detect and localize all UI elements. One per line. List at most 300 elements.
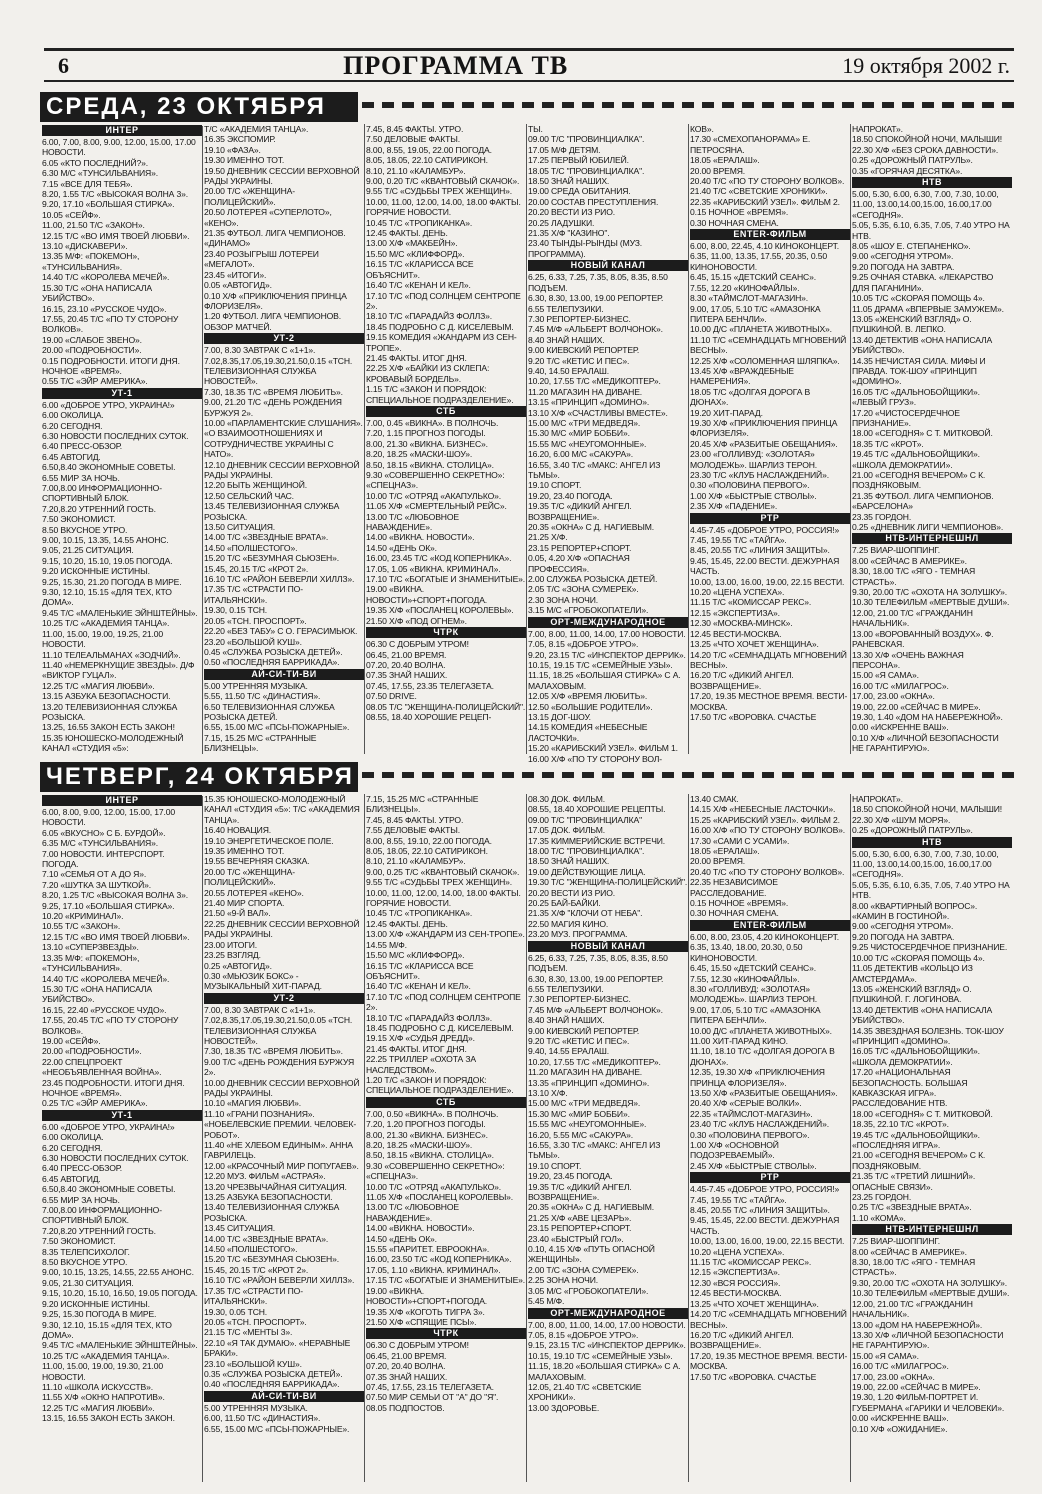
program-line: 2.00 Т/С «ЗОНА СУМЕРЕК». (528, 1264, 639, 1275)
program-line: 21.50 Х/Ф «ПОД ОГНЕМ». (366, 615, 467, 626)
program-line: 9.30, 20.00 Т/С «ОХОТА НА ЗОЛУШКУ». (852, 587, 1007, 598)
program-line: 12.50 «БОЛЬШИЕ РОДИТЕЛИ». (528, 701, 653, 712)
program-line: 7.00, 0.45 «ВИКНА». В ПОЛНОЧЬ. (366, 417, 499, 428)
program-line: 07.35 ЗНАЙ НАШИХ. (366, 670, 448, 681)
program-line: 9.20 ИСКОННЫЕ ИСТИНЫ. (42, 566, 150, 577)
program-line: 2.05 Т/С «ЗОНА СУМЕРЕК». (528, 584, 639, 595)
program-line: 9.45, 15.45, 22.00 ВЕСТИ. ДЕЖУРНАЯ ЧАСТЬ. (690, 555, 840, 577)
program-line: 19.10 СПОРТ. (528, 480, 582, 491)
program-line: 6.00 «ДОБРОЕ УТРО, УКРАИНА!» (42, 399, 175, 410)
program-line: 10.25 Т/С «АКАДЕМИЯ ТАНЦА». (42, 1350, 170, 1361)
program-line: 16.05 Т/С «ДАЛЬНОБОЙЩИКИ». «ЛЕВЫЙ ГРУЗ». (852, 386, 980, 408)
program-line: 2.35 Х/Ф «ПАДЕНИЕ». (690, 501, 778, 512)
program-line: 8.45, 20.55 Т/С «ЛИНИЯ ЗАЩИТЫ». (690, 545, 830, 556)
program-line: 19.30, 0.15 ТСН. (204, 605, 268, 616)
program-line: 15.45, 20.15 Т/С «КРОТ 2». (204, 563, 309, 574)
program-line: 16.00, 23.50 Т/С «КОД КОПЕРНИКА». (366, 1254, 512, 1265)
program-line: 16.15, 22.40 «РУССКОЕ ЧУДО». (42, 1004, 167, 1015)
program-line: 10.30 ТЕЛЕФИЛЬМ «МЕРТВЫЕ ДУШИ». (852, 1288, 1010, 1299)
program-line: 18.45 ПОДРОБНО С Д. КИСЕЛЕВЫМ. (366, 1022, 514, 1033)
program-line: 7.50 ДЕЛОВЫЕ ФАКТЫ. (366, 134, 460, 145)
program-line: 6.00 ОКОЛИЦА. (42, 410, 104, 421)
program-line: 7.00, 0.50 «ВИКНА». В ПОЛНОЧЬ. (366, 1108, 499, 1119)
program-line: 18.45 ПОДРОБНО С Д. КИСЕЛЕВЫМ. (366, 321, 514, 332)
program-line: 17.35 Т/С «СТРАСТИ ПО-ИТАЛЬЯНСКИ». (204, 584, 303, 605)
program-line: 16.20 Т/С «ДИКИЙ АНГЕЛ. ВОЗВРАЩЕНИЕ». (690, 1329, 794, 1351)
program-line: 7.25 ВИАР-ШОППИНГ. (852, 545, 940, 556)
program-line: 16.00 Т/С «МИЛАГРОС». (852, 680, 949, 691)
program-line: 7.20,8.20 УТРЕННИЙ ГОСТЬ. (42, 1225, 156, 1236)
program-line: 16.20, 6.00 М/С «САКУРА». (528, 449, 633, 460)
program-line: 8.50, 18.15 «ВИКНА. СТОЛИЦА». (366, 459, 494, 470)
program-line: 18.05 Т/С "ПРОВИНЦИАЛКА". (528, 165, 645, 176)
program-line: 20.40 Т/С «ПО ТУ СТОРОНУ ВОЛКОВ». (690, 176, 845, 187)
program-line: 19.55 ВЕЧЕРНЯЯ СКАЗКА. (204, 856, 310, 867)
program-line: 9.30, 12.10, 15.15 «ДЛЯ ТЕХ, КТО ДОМА». (42, 587, 172, 608)
program-line: 22.30 Х/Ф «ШУМ МОРЯ». (852, 814, 951, 825)
schedule-column (528, 794, 688, 1482)
column-divider (202, 796, 203, 1482)
program-line: 08.05 ПОДПОСТОВ. (366, 1402, 445, 1413)
channel-header: УТ-2 (204, 333, 364, 344)
program-line: 23.45 ПОДРОБНОСТИ. ИТОГИ ДНЯ. НОЧНОЕ «ВРЕМЯ». (42, 1077, 185, 1098)
program-line: 0.15 НОЧНОЕ «ВРЕМЯ». (690, 207, 789, 218)
program-line: 0.30 «ПОЛОВИНА ПЕРВОГО». (690, 480, 810, 491)
program-line: 7.25 ВИАР-ШОППИНГ. (852, 1236, 940, 1247)
program-line: 0.10 Х/Ф «ЛИЧНОЙ БЕЗОПАСНОСТИ НЕ ГАРАНТИРУЮ». (852, 732, 999, 754)
program-line: 23.00 ИТОГИ. (204, 939, 258, 950)
program-line: 14.35 ЗВЕЗДНАЯ БОЛЕЗНЬ. ТОК-ШОУ «ПРИНЦИП «ДОМИНО». (852, 1025, 1004, 1046)
program-line: 20.05 «ТСН. ПРОСПОРТ». (204, 615, 307, 626)
program-line: 8.00, 8.55, 19.10, 22.00 ПОГОДА. (366, 835, 492, 846)
program-line: 22.10 «Я ТАК ДУМАЮ». «НЕРАВНЫЕ БРАКИ». (204, 1337, 351, 1359)
channel-header: НОВЫЙ КАНАЛ (528, 941, 688, 952)
channel-header: ENTER-ФИЛЬМ (690, 229, 850, 240)
program-line: 10.05 «СЕЙФ». (42, 209, 101, 220)
program-line: 0.30 «МЬЮЗИК БОКС» - МУЗЫКАЛЬНЫЙ ХИТ-ПАРАД. (204, 970, 322, 992)
program-line: 6.30 М/С «ТУНСИЛЬВАНИЯ». (42, 168, 158, 179)
program-line: 10.20 «ЦЕНА УСПЕХА». (690, 587, 785, 598)
program-line: 17.50 Т/С «ВОРОВКА. СЧАСТЬЕ (690, 1371, 817, 1382)
program-line: 19.00 «СЕЙФ». (42, 1035, 101, 1046)
channel-header: НТВ-ИНТЕРНЕШНЛ (852, 1224, 1012, 1235)
program-line: 10.20 «ЦЕНА УСПЕХА». (690, 1246, 785, 1257)
program-line: 21.25 Х/Ф «АВЕ ЦЕЗАРЬ». (528, 1212, 632, 1223)
program-line: 0.25 Т/С «ЗВЕЗДНЫЕ ВРАТА». (852, 1202, 972, 1213)
program-line: 9.25, 15.30, 21.20 ПОГОДА В МИРЕ. (42, 576, 182, 587)
program-line: 13.25 «ЧТО ХОЧЕТ ЖЕНЩИНА». (690, 1298, 819, 1309)
program-line: 18.00 Т/С "ПРОВИНЦИАЛКА". (528, 846, 645, 857)
program-line: 14.00 «ВИКНА. НОВОСТИ». (366, 532, 475, 543)
program-line: 9.00, 0.25 Т/С «КВАНТОВЫЙ СКАЧОК». (366, 866, 520, 877)
program-line: 7.45, 19.55 Т/С «ТАЙГА». (690, 535, 787, 546)
program-line: 0.15 ПОДРОБНОСТИ. ИТОГИ ДНЯ. НОЧНОЕ «ВРЕМЯ». (42, 355, 180, 376)
program-line: 15.55 «ПАРИТЕТ. ЕВРООКНА». (366, 1244, 490, 1255)
program-line: 21.35 ФУТБОЛ. ЛИГА ЧЕМПИОНОВ. «ДИНАМО» (204, 228, 346, 249)
program-line: 23.45 «ИТОГИ». (204, 269, 267, 280)
program-line: 10.00 Т/С «ОТРЯД «АКАПУЛЬКО». (366, 1181, 501, 1192)
program-line: 12.15 Т/С «ВО ИМЯ ТВОЕЙ ЛЮБВИ». (42, 230, 190, 241)
column-divider (364, 124, 365, 754)
program-line: 13.30 Х/Ф «ЛИЧНОЙ БЕЗОПАСНОСТИ НЕ ГАРАНТИРУЮ». (852, 1329, 1004, 1351)
program-line: 7.45, 8.45 ФАКТЫ. УТРО. (366, 814, 464, 825)
program-line: 19.35 Т/С «ДИКИЙ АНГЕЛ. ВОЗВРАЩЕНИЕ». (528, 1181, 632, 1203)
schedule-column (528, 124, 688, 764)
program-line: 16.15 Т/С «КЛАРИССА ВСЕ ОБЪЯСНИТ». (366, 259, 474, 280)
program-line: 6.35, 11.00, 13.35, 17.55, 20.35, 0.50 КИНОНОВОСТИ. (690, 251, 828, 272)
program-line: 19.45 Т/С «ДАЛЬНОБОЙЩИКИ». «ПОСЛЕДНЯЯ ИГРА». (852, 1129, 980, 1150)
program-line: 21.40 Т/С «СВЕТСКИЕ ХРОНИКИ». (690, 186, 828, 197)
channel-header: УТ-1 (42, 388, 202, 399)
program-line: 12.25 Х/Ф «СОЛОМЕННАЯ ШЛЯПКА». (690, 355, 840, 366)
program-line: 23.40 Т/С «КЛУБ НАСЛАЖДЕНИЙ». (690, 1119, 829, 1130)
program-line: 11.00, 15.00, 19.00, 19.25, 21.00 НОВОСТИ. (42, 628, 164, 650)
program-line: 20.20 ВЕСТИ ИЗ РИО. (528, 207, 615, 218)
program-line: 13.00 ЗДОРОВЬЕ. (528, 1402, 600, 1413)
program-line: 19.20, 23.45 ПОГОДА. (528, 1171, 613, 1182)
program-line: 17.10 Т/С «ПОД СОЛНЦЕМ СЕНТРОПЕ 2». (366, 991, 521, 1013)
day-title-wednesday: СРЕДА, 23 ОКТЯБРЯ (40, 92, 358, 122)
program-line: 13.40 ТЕЛЕВИЗИОННАЯ СЛУЖБА РОЗЫСКА. (204, 1202, 340, 1223)
program-line: 6.00, 8.00, 22.45, 4.10 КИНОКОНЦЕРТ. (690, 241, 839, 252)
program-line: 7.20, 1.20 ПРОГНОЗ ПОГОДЫ. (366, 1119, 486, 1130)
program-line: 7.02,8.35,17.05,19.30,21.50,0.05 «ТСН. ТЕЛЕВИЗИОННАЯ СЛУЖБА НОВОСТЕЙ». (204, 1015, 353, 1046)
program-line: 13.35 М/Ф: «ПОКЕМОН», «ТУНСИЛЬВАНИЯ». (42, 251, 140, 272)
program-line: 13.15 АЗБУКА БЕЗОПАСНОСТИ. (42, 691, 171, 702)
program-line: 7.55 ДЕЛОВЫЕ ФАКТЫ. (366, 825, 460, 836)
program-line: 10.20 «КРИМИНАЛ». (42, 911, 124, 922)
program-line: 16.40 НОВАЦИЯ. (204, 825, 271, 836)
program-line: 3.15 М/С «ГРОБОКОПАТЕЛИ». (528, 605, 649, 616)
issue-date: 19 октября 2002 г. (842, 52, 1010, 78)
program-line: 9.15, 10.20, 15.10, 16.50, 19.05 ПОГОДА. (42, 1288, 198, 1299)
program-line: 10.00, 13.00, 16.00, 19.00, 22.15 ВЕСТИ. (690, 1236, 845, 1247)
program-line: 20.35 «ОКНА» С Д. НАГИЕВЫМ. (528, 1202, 654, 1213)
program-line: 7.00, 8.00, 11.00, 14.00, 17.00 НОВОСТИ. (528, 1319, 686, 1330)
program-line: 15.00 «Я САМА». (852, 1350, 919, 1361)
program-line: 7.20,8.20 УТРЕННИЙ ГОСТЬ. (42, 503, 156, 514)
program-line: 19.15 Х/Ф «СУДЬЯ ДРЕДД». (366, 1033, 475, 1044)
program-line: 8.20, 18.25 «МАСКИ-ШОУ». (366, 1140, 473, 1150)
program-line: 07.45, 17.55, 23.35 ТЕЛЕГАЗЕТА. (366, 680, 494, 691)
program-line: 11.15 Т/С «КОМИССАР РЕКС». (690, 597, 812, 608)
schedule-column (42, 794, 202, 1482)
program-line: 23.40 ТЫНДЫ-РЫНДЫ (МУЗ. ПРОГРАММА). (528, 238, 643, 259)
program-line: 18.05 Т/С «ДОЛГАЯ ДОРОГА В ДЮНАХ». (690, 386, 811, 408)
program-line: 12.05, 21.40 Т/С «СВЕТСКИЕ ХРОНИКИ». (528, 1381, 642, 1403)
program-line: 10.45 Т/С «ТРОПИКАНКА». (366, 217, 473, 228)
program-line: 8.20, 1.25 Т/С «ВЫСОКАЯ ВОЛНА 3». (42, 890, 188, 901)
program-line: 12.45 ФАКТЫ. ДЕНЬ. (366, 918, 448, 929)
program-line: 9.20 ИСКОННЫЕ ИСТИНЫ. (42, 1298, 150, 1309)
program-line: 17.25 ПЕРВЫЙ ЮБИЛЕЙ. (528, 155, 629, 166)
program-line: 15.30 М/С «МИР БОББИ». (528, 428, 630, 439)
program-line: 22.00 СПЕЦПРОЕКТ «НЕОБЪЯВЛЕННАЯ ВОЙНА». (42, 1056, 162, 1078)
schedule-column (852, 124, 1012, 754)
program-line: 8.00, 8.55, 19.05, 22.00 ПОГОДА. (366, 144, 492, 155)
program-line: 13.00 «ВОРОВАННЫЙ ВОЗДУХ». Ф. РАНЕВСКАЯ. (852, 628, 994, 650)
program-line: 18.10 Т/С «ПАРАДАЙЗ ФОЛЛЗ». (366, 311, 493, 322)
program-line: 7.00,8.00 ИНФОРМАЦИОННО-СПОРТИВНЫЙ БЛОК. (42, 1205, 162, 1226)
program-line: 6.55 ТЕЛЕПУЗИКИ. (528, 983, 604, 994)
program-line: 23.15 РЕПОРТЕР+СПОРТ. (528, 542, 632, 553)
program-line: 2.45 Х/Ф «БЫСТРЫЕ СТВОЛЫ». (690, 1160, 817, 1171)
program-line: 9.45 Т/С «МАЛЕНЬКИЕ ЭЙНШТЕЙНЫ». (42, 1340, 198, 1351)
program-line: 7.55, 12.30 «КИНОФАЙЛЫ». (690, 973, 800, 984)
program-line: 0.50 «ПОСЛЕДНЯЯ БАРРИКАДА». (204, 657, 340, 668)
program-line: 5.00 УТРЕННЯЯ МУЗЫКА. (204, 1402, 308, 1413)
column-divider (850, 794, 851, 1482)
program-line: 0.05 «АВТОГИД». (204, 280, 272, 291)
program-line: 13.15 «ПРИНЦИП «ДОМИНО». (528, 397, 650, 408)
program-line: 5.05, 5.35, 6.10, 6.35, 7.05, 7.40 УТРО НА НТВ. (852, 879, 1010, 901)
program-line: 13.00 Т/С «ЛЮБОВНОЕ НАВАЖДЕНИЕ». (366, 511, 459, 533)
program-line: 14.40 Т/С «КОРОЛЕВА МЕЧЕЙ». (42, 973, 170, 984)
program-line: 17.10 Т/С «ПОД СОЛНЦЕМ СЕНТРОПЕ 2». (366, 290, 521, 311)
program-line: 9.00, 17.05, 5.10 Т/С «АМАЗОНКА ПИТЕРА БЕНЧЛИ». (690, 1004, 821, 1026)
program-line: КОВ». (690, 124, 714, 134)
program-line: 6.50 ТЕЛЕВИЗИОННАЯ СЛУЖБА РОЗЫСКА ДЕТЕЙ. (204, 701, 335, 722)
program-line: 6.55, 15.00 М/С «ПСЫ-ПОЖАРНЫЕ». (204, 722, 350, 733)
program-line: 14.15 Х/Ф «НЕБЕСНЫЕ ЛАСТОЧКИ». (690, 804, 836, 815)
program-line: 12.10 ДНЕВНИК СЕССИИ ВЕРХОВНОЙ РАДЫ УКРАИНЫ. (204, 459, 360, 480)
program-line: 3.05 М/С «ГРОБОКОПАТЕЛИ». (528, 1285, 649, 1296)
program-line: 12.00 «КРАСОЧНЫЙ МИР ПОПУГАЕВ». (204, 1160, 359, 1171)
program-line: 9.25, 17.10 «БОЛЬШАЯ СТИРКА». (42, 900, 175, 911)
program-line: 10.00, 11.00, 12.00, 14.00, 18.00 ФАКТЫ. ГОРЯЧИЕ НОВОСТИ. (366, 887, 521, 909)
schedule-column (366, 794, 526, 1482)
program-line: 10.20, 17.55 Т/С «МЕДИКОПТЕР». (528, 1056, 661, 1067)
program-line: 13.45 Х/Ф «ВРАЖДЕБНЫЕ НАМЕРЕНИЯ». (690, 365, 794, 387)
program-line: 17.10 Т/С «БОГАТЫЕ И ЗНАМЕНИТЫЕ». (366, 574, 526, 585)
program-line: 6.55 МИР ЗА НОЧЬ. (42, 472, 120, 483)
program-line: 0.25 «ДНЕВНИК ЛИГИ ЧЕМПИОНОВ». (852, 522, 1004, 533)
program-line: 10.55 Т/С «ЗАКОН». (42, 921, 121, 932)
program-line: 9.25, 15.30 ПОГОДА В МИРЕ. (42, 1309, 157, 1320)
program-line: 13.45 ТЕЛЕВИЗИОННАЯ СЛУЖБА РОЗЫСКА. (204, 501, 340, 522)
program-line: 19.00 «СЛАБОЕ ЗВЕНО». (42, 334, 142, 345)
program-line: 0.25 Т/С «ЭЙР АМЕРИКА». (42, 1098, 148, 1109)
program-line: 22.35 «ТАЙМСЛОТ-МАГАЗИН». (690, 1108, 813, 1119)
program-line: 22.35 НЕЗАВИСИМОЕ РАССЛЕДОВАНИЕ. (690, 877, 778, 898)
channel-header: НТВ (852, 837, 1012, 848)
program-line: 15.50 М/С «КЛИФФОРД». (366, 248, 465, 259)
program-line: 9.20 Т/С «КЕТИС И ПЕС». (528, 355, 630, 366)
program-line: 18.10 Т/С «ПАРАДАЙЗ ФОЛЛЗ». (366, 1012, 493, 1023)
program-line: 6.00, 7.00, 8.00, 9.00, 12.00, 15.00, 17.00 НОВОСТИ. (42, 137, 196, 158)
program-line: 22.50 МАГИЯ КИНО. (528, 918, 609, 929)
program-line: 9.20 ПОГОДА НА ЗАВТРА. (852, 931, 955, 942)
program-line: 16.15, 23.10 «РУССКОЕ ЧУДО». (42, 303, 167, 314)
program-line: 20.00 ВРЕМЯ. (690, 165, 746, 176)
program-line: 1.20 Т/С «ЗАКОН И ПОРЯДОК: СПЕЦИАЛЬНОЕ ПОДРАЗДЕЛЕНИЕ». (366, 1074, 514, 1096)
program-line: 19.00 «ВИКНА. НОВОСТИ»+СПОРТ+ПОГОДА. (366, 1285, 488, 1307)
program-line: 16.00 Т/С «МИЛАГРОС». (852, 1361, 949, 1372)
column-divider (526, 794, 527, 1482)
program-line: 8.30 «ГОЛЛИВУД: «ЗОЛОТАЯ» МОЛОДЕЖЬ». ШАРЛИЗ ТЕРОН. (690, 983, 818, 1005)
program-line: 9.20, 23.15 Т/С «ИНСПЕКТОР ДЕРРИК». (528, 649, 686, 660)
program-line: 16.00 Х/Ф «ПО ТУ СТОРОНУ ВОЛ- (528, 753, 662, 764)
program-line: 8.10, 21.10 «КАЛАМБУР». (366, 165, 466, 176)
program-line: 6.55 ТЕЛЕПУЗИКИ. (528, 303, 604, 314)
channel-header: АЙ-СИ-ТИ-ВИ (204, 1391, 364, 1402)
program-line: 8.00 «СЕЙЧАС В АМЕРИКЕ». (852, 1246, 967, 1257)
day-section-wednesday (40, 92, 1016, 764)
program-line: 1.20 ФУТБОЛ. ЛИГА ЧЕМПИОНОВ. ОБЗОР МАТЧЕЙ. (204, 311, 341, 332)
program-line: 14.20 Т/С «СЕМНАДЦАТЬ МГНОВЕНИЙ ВЕСНЫ». (690, 1309, 847, 1330)
program-line: 6.30, 8.30, 13.00, 19.00 РЕПОРТЕР. (528, 293, 664, 304)
program-line: 0.10 Х/Ф «ПРИКЛЮЧЕНИЯ ПРИНЦА ФЛОРИЗЕЛЯ». (204, 290, 347, 311)
program-line: 21.45 ФАКТЫ. ИТОГ ДНЯ. (366, 1043, 467, 1054)
program-line: 9.30 «СОВЕРШЕННО СЕКРЕТНО»: «СПЕЦНАЗ». (366, 1160, 505, 1182)
program-line: 6.20 СЕГОДНЯ. (42, 1142, 103, 1153)
program-line: 10.00, 13.00, 16.00, 19.00, 22.15 ВЕСТИ. (690, 576, 845, 587)
program-line: 11.10 ТЕЛЕАЛЬМАНАХ «ЗОДЧИЙ». (42, 649, 181, 660)
program-line: 23.20 «БОЛЬШОЙ КУШ». (204, 636, 302, 647)
program-line: 16.10 Т/С «РАЙОН БЕВЕРЛИ ХИЛЛЗ». (204, 1275, 355, 1286)
program-line: 21.50 Х/Ф «СПЯЩИЕ ПСЫ». (366, 1316, 477, 1327)
program-line: 21.35 ФУТБОЛ. ЛИГА ЧЕМПИОНОВ. «БАРСЕЛОНА» (852, 490, 994, 512)
program-line: 13.15 ДОГ-ШОУ. (528, 711, 591, 722)
program-line: 12.05 Х/Ф «ВРЕМЯ ЛЮБИТЬ». (528, 691, 648, 702)
program-line: 20.40 Т/С «ПО ТУ СТОРОНУ ВОЛКОВ». (690, 866, 845, 877)
program-line: 6.25, 6.33, 7.25, 7.35, 8.05, 8.35, 8.50 ПОДЪЕМ. (528, 952, 668, 974)
page-header (44, 48, 1014, 82)
program-line: 06.45, 21.00 ВРЕМЯ. (366, 1350, 447, 1361)
program-line: 15.00 М/С «ТРИ МЕДВЕДЯ». (528, 417, 641, 428)
program-line: 0.35 «СЛУЖБА РОЗЫСКА ДЕТЕЙ». (204, 1368, 343, 1379)
program-line: 12.20 МУЗ. ФИЛЬМ «АСТРАЯ». (204, 1171, 326, 1182)
program-line: 15.55 М/С «НЕУГОМОННЫЕ». (528, 438, 647, 449)
program-line: 7.02,8.35,17.05,19.30,21.50,0.15 «ТСН. ТЕЛЕВИЗИОННАЯ СЛУЖБА НОВОСТЕЙ». (204, 355, 353, 387)
program-line: 22.25 ДНЕВНИК СЕССИИ ВЕРХОВНОЙ РАДЫ УКРАИНЫ. (204, 918, 360, 940)
program-line: 11.00 ХИТ-ПАРАД КИНО. (690, 1035, 788, 1046)
program-line: Т/С «АКАДЕМИЯ ТАНЦА». (204, 124, 309, 134)
program-line: 11.05 ДРАМА «ВПЕРВЫЕ ЗАМУЖЕМ». (852, 303, 1004, 314)
program-line: 17.35 Т/С «СТРАСТИ ПО-ИТАЛЬЯНСКИ». (204, 1285, 303, 1307)
program-line: 8.35 ТЕЛЕПСИХОЛОГ. (42, 1246, 130, 1257)
program-line: 8.50 ВКУСНОЕ УТРО. (42, 1257, 128, 1268)
program-line: 14.50 «ПОЛШЕСТОГО». (204, 542, 298, 553)
program-line: 13.00 Т/С «ЛЮБОВНОЕ НАВАЖДЕНИЕ». (366, 1202, 459, 1223)
program-line: 23.35 ГОРДОН. (852, 511, 912, 522)
program-line: 13.35 М/Ф: «ПОКЕМОН», «ТУНСИЛЬВАНИЯ». (42, 952, 140, 974)
program-line: 0.25 «ДОРОЖНЫЙ ПАТРУЛЬ». (852, 155, 973, 166)
program-line: 9.40, 14.50 ЕРАЛАШ. (528, 365, 609, 376)
schedule-column (852, 794, 1012, 1482)
channel-header: ОРТ-МЕЖДУНАРОДНОЕ (528, 617, 688, 628)
program-line: 1.10 «КОМА». (852, 1212, 906, 1223)
program-line: 9.55 Т/С «СУДЬБЫ ТРЕХ ЖЕНЩИН». (366, 186, 513, 197)
program-line: 9.00 Т/С «ДЕНЬ РОЖДЕНИЯ БУРЖУЯ 2». (204, 1056, 355, 1078)
column-divider (526, 124, 527, 754)
program-line: 7.55, 12.20 «КИНОФАЙЛЫ». (690, 282, 800, 293)
program-line: 13.40 СМАК. (690, 794, 739, 804)
program-line: 09.00 Т/С "ПРОВИНЦИАЛКА". (528, 134, 645, 145)
program-line: 14.50 «ДЕНЬ ОК». (366, 542, 437, 553)
program-line: 22.25 Х/Ф «БАЙКИ ИЗ СКЛЕПА: КРОВАВЫЙ БОРДЕЛЬ». (366, 363, 490, 384)
program-line: 21.35 Х/Ф "КЛОЧИ ОТ НЕБА". (528, 908, 643, 919)
program-line: 11.10 «ГРАНИ ПОЗНАНИЯ». «НОБЕЛЕВСКИЕ ПРЕМИИ. ЧЕЛОВЕК-РОБОТ». (204, 1108, 357, 1140)
program-line: 13.05 «ЖЕНСКИЙ ВЗГЛЯД» О. ПУШКИНОЙ. В. ЛЕПКО. (852, 313, 972, 335)
channel-header: НТВ (852, 177, 1012, 188)
program-line: 11.10 Т/С «СЕМНАДЦАТЬ МГНОВЕНИЙ ВЕСНЫ». (690, 334, 847, 356)
program-line: 9.25 ОЧНАЯ СТАВКА. «ЛЕКАРСТВО ДЛЯ ПАГАНИНИ». (852, 272, 994, 293)
program-line: 15.50 М/С «КЛИФФОРД». (366, 950, 465, 961)
program-line: 10.30 ТЕЛЕФИЛЬМ «МЕРТВЫЕ ДУШИ». (852, 597, 1010, 608)
program-line: 06.30 С ДОБРЫМ УТРОМ! (366, 639, 469, 650)
program-line: 11.40 «НЕМЕРКНУЩИЕ ЗВЕЗДЫ». Д/Ф «ВИКТОР ГУЦАЛ». (42, 659, 195, 681)
program-line: 7.05, 8.15 «ДОБРОЕ УТРО». (528, 1329, 639, 1340)
program-line: 9.05, 21.30 СИТУАЦИЯ. (42, 1277, 134, 1288)
program-line: 0.05, 4.20 Х/Ф «ОПАСНАЯ ПРОФЕССИЯ». (528, 553, 630, 574)
program-line: 8.05, 18.05, 22.10 САТИРИКОН. (366, 846, 488, 857)
program-line: 20.00 СОСТАВ ПРЕСТУПЛЕНИЯ. (528, 196, 659, 207)
program-line: 15.35 ЮНОШЕСКО-МОЛОДЕЖНЫЙ КАНАЛ «СТУДИЯ «5»: (42, 732, 184, 754)
program-line: 1.00 Х/Ф «БЫСТРЫЕ СТВОЛЫ». (690, 490, 817, 501)
program-line: 6.00 «ДОБРОЕ УТРО, УКРАИНА!» (42, 1121, 175, 1132)
program-line: 22.30 Х/Ф «БЕЗ СРОКА ДАВНОСТИ». (852, 144, 999, 155)
program-line: 9.55 Т/С «СУДЬБЫ ТРЕХ ЖЕНЩИН». (366, 877, 513, 888)
program-line: 8.30, 18.00 Т/С «ЯГО - ТЕМНАЯ СТРАСТЬ». (852, 566, 976, 587)
program-line: 16.00 Х/Ф «ПО ТУ СТОРОНУ ВОЛКОВ». (690, 825, 846, 836)
program-line: 14.40 Т/С «КОРОЛЕВА МЕЧЕЙ». (42, 272, 170, 283)
program-line: 13.45 СИТУАЦИЯ. (204, 1223, 276, 1234)
program-line: 12.45 ФАКТЫ. ДЕНЬ. (366, 228, 448, 239)
program-line: 10.00, 11.00, 12.00, 14.00, 18.00 ФАКТЫ. ГОРЯЧИЕ НОВОСТИ. (366, 196, 521, 218)
program-line: 8.30, 18.00 Т/С «ЯГО - ТЕМНАЯ СТРАСТЬ». (852, 1257, 976, 1278)
column-divider (850, 124, 851, 754)
program-line: 06.45, 21.00 ВРЕМЯ. (366, 649, 447, 660)
program-line: 12.30 «ВСЯ РОССИЯ». (690, 1277, 781, 1288)
program-line: 9.25 ЧИСТОСЕРДЕЧНОЕ ПРИЗНАНИЕ. (852, 942, 1008, 953)
program-line: 12.45 ВЕСТИ-МОСКВА. (690, 628, 782, 639)
program-line: 13.20 ТЕЛЕВИЗИОННАЯ СЛУЖБА РОЗЫСКА. (42, 701, 178, 722)
program-line: 17.05, 1.10 «ВИКНА. КРИМИНАЛ». (366, 1264, 501, 1275)
program-line: 9.30 «СОВЕРШЕННО СЕКРЕТНО»: «СПЕЦНАЗ». (366, 470, 505, 491)
program-line: 7.50 ЭКОНОМИСТ. (42, 1236, 116, 1247)
program-line: 12.35, 19.30 Х/Ф «ПРИКЛЮЧЕНИЯ ПРИНЦА ФЛОРИЗЕЛЯ». (690, 1067, 825, 1088)
program-line: 10.10 «МАГИЯ ЛЮБВИ». (204, 1098, 302, 1109)
program-line: 13.10 «СУПЕРЗВЕЗДЫ». (42, 942, 139, 953)
program-line: 5.55, 11.50 Т/С «ДИНАСТИЯ». (204, 691, 321, 702)
program-line: 07.35 ЗНАЙ НАШИХ. (366, 1371, 448, 1382)
program-line: 8.40 ЗНАЙ НАШИХ. (528, 334, 605, 345)
program-line: 13.50 Х/Ф «РАЗБИТЫЕ ОБЕЩАНИЯ». (690, 1087, 838, 1098)
program-line: 14.00 Т/С «ЗВЕЗДНЫЕ ВРАТА». (204, 1233, 329, 1244)
program-line: 13.00 Х/Ф «ЖАНДАРМ ИЗ СЕН-ТРОПЕ». (366, 929, 525, 940)
program-line: 15.00 М/С «ТРИ МЕДВЕДЯ». (528, 1098, 641, 1109)
program-line: 10.00 Д/С «ПЛАНЕТА ЖИВОТНЫХ». (690, 1025, 832, 1036)
program-line: 6.40 ПРЕСС-ОБЗОР. (42, 441, 122, 452)
program-line: 08.55, 18.40 ХОРОШИЕ РЕЦЕПТЫ. (528, 804, 666, 815)
program-line: 17.20 «НАЦИОНАЛЬНАЯ БЕЗОПАСНОСТЬ. БОЛЬШАЯ КАВКАЗСКАЯ ИГРА». РАССЛЕДОВАНИЕ НТВ. (852, 1067, 968, 1109)
program-line: 13.05 «ЖЕНСКИЙ ВЗГЛЯД» О. ПУШКИНОЙ. Г. ЛОГИНОВА. (852, 983, 972, 1005)
channel-header: ЧТРК (366, 1328, 526, 1339)
program-line: 12.45 ВЕСТИ-МОСКВА. (690, 1288, 782, 1299)
program-line: 10.45 Т/С «ТРОПИКАНКА». (366, 908, 473, 919)
program-line: 12.15 «ЭКСПЕРТИЗА». (690, 1267, 780, 1278)
program-line: 14.00 Т/С «ЗВЕЗДНЫЕ ВРАТА». (204, 532, 329, 543)
program-line: 17.30 «СМЕХОПАНОРАМА» Е. ПЕТРОСЯНА. (690, 134, 811, 155)
program-line: 0.25 «ДОРОЖНЫЙ ПАТРУЛЬ». (852, 825, 973, 836)
program-line: 9.00, 21.20 Т/С «ДЕНЬ РОЖДЕНИЯ БУРЖУЯ 2». (204, 397, 342, 418)
program-line: 19.35 Т/С «ДИКИЙ АНГЕЛ. ВОЗВРАЩЕНИЕ». (528, 501, 632, 522)
program-line: 15.35 ЮНОШЕСКО-МОЛОДЕЖНЫЙ КАНАЛ «СТУДИЯ «5»: Т/С «АКАДЕМИЯ ТАНЦА». (204, 794, 360, 825)
program-line: 9.30, 12.10, 15.15 «ДЛЯ ТЕХ, КТО ДОМА». (42, 1319, 172, 1340)
program-line: 17.35 КИММЕРИЙСКИЕ ВСТРЕЧИ. (528, 835, 666, 846)
program-line: 8.00, 21.30 «ВИКНА. БИЗНЕС». (366, 1129, 488, 1140)
